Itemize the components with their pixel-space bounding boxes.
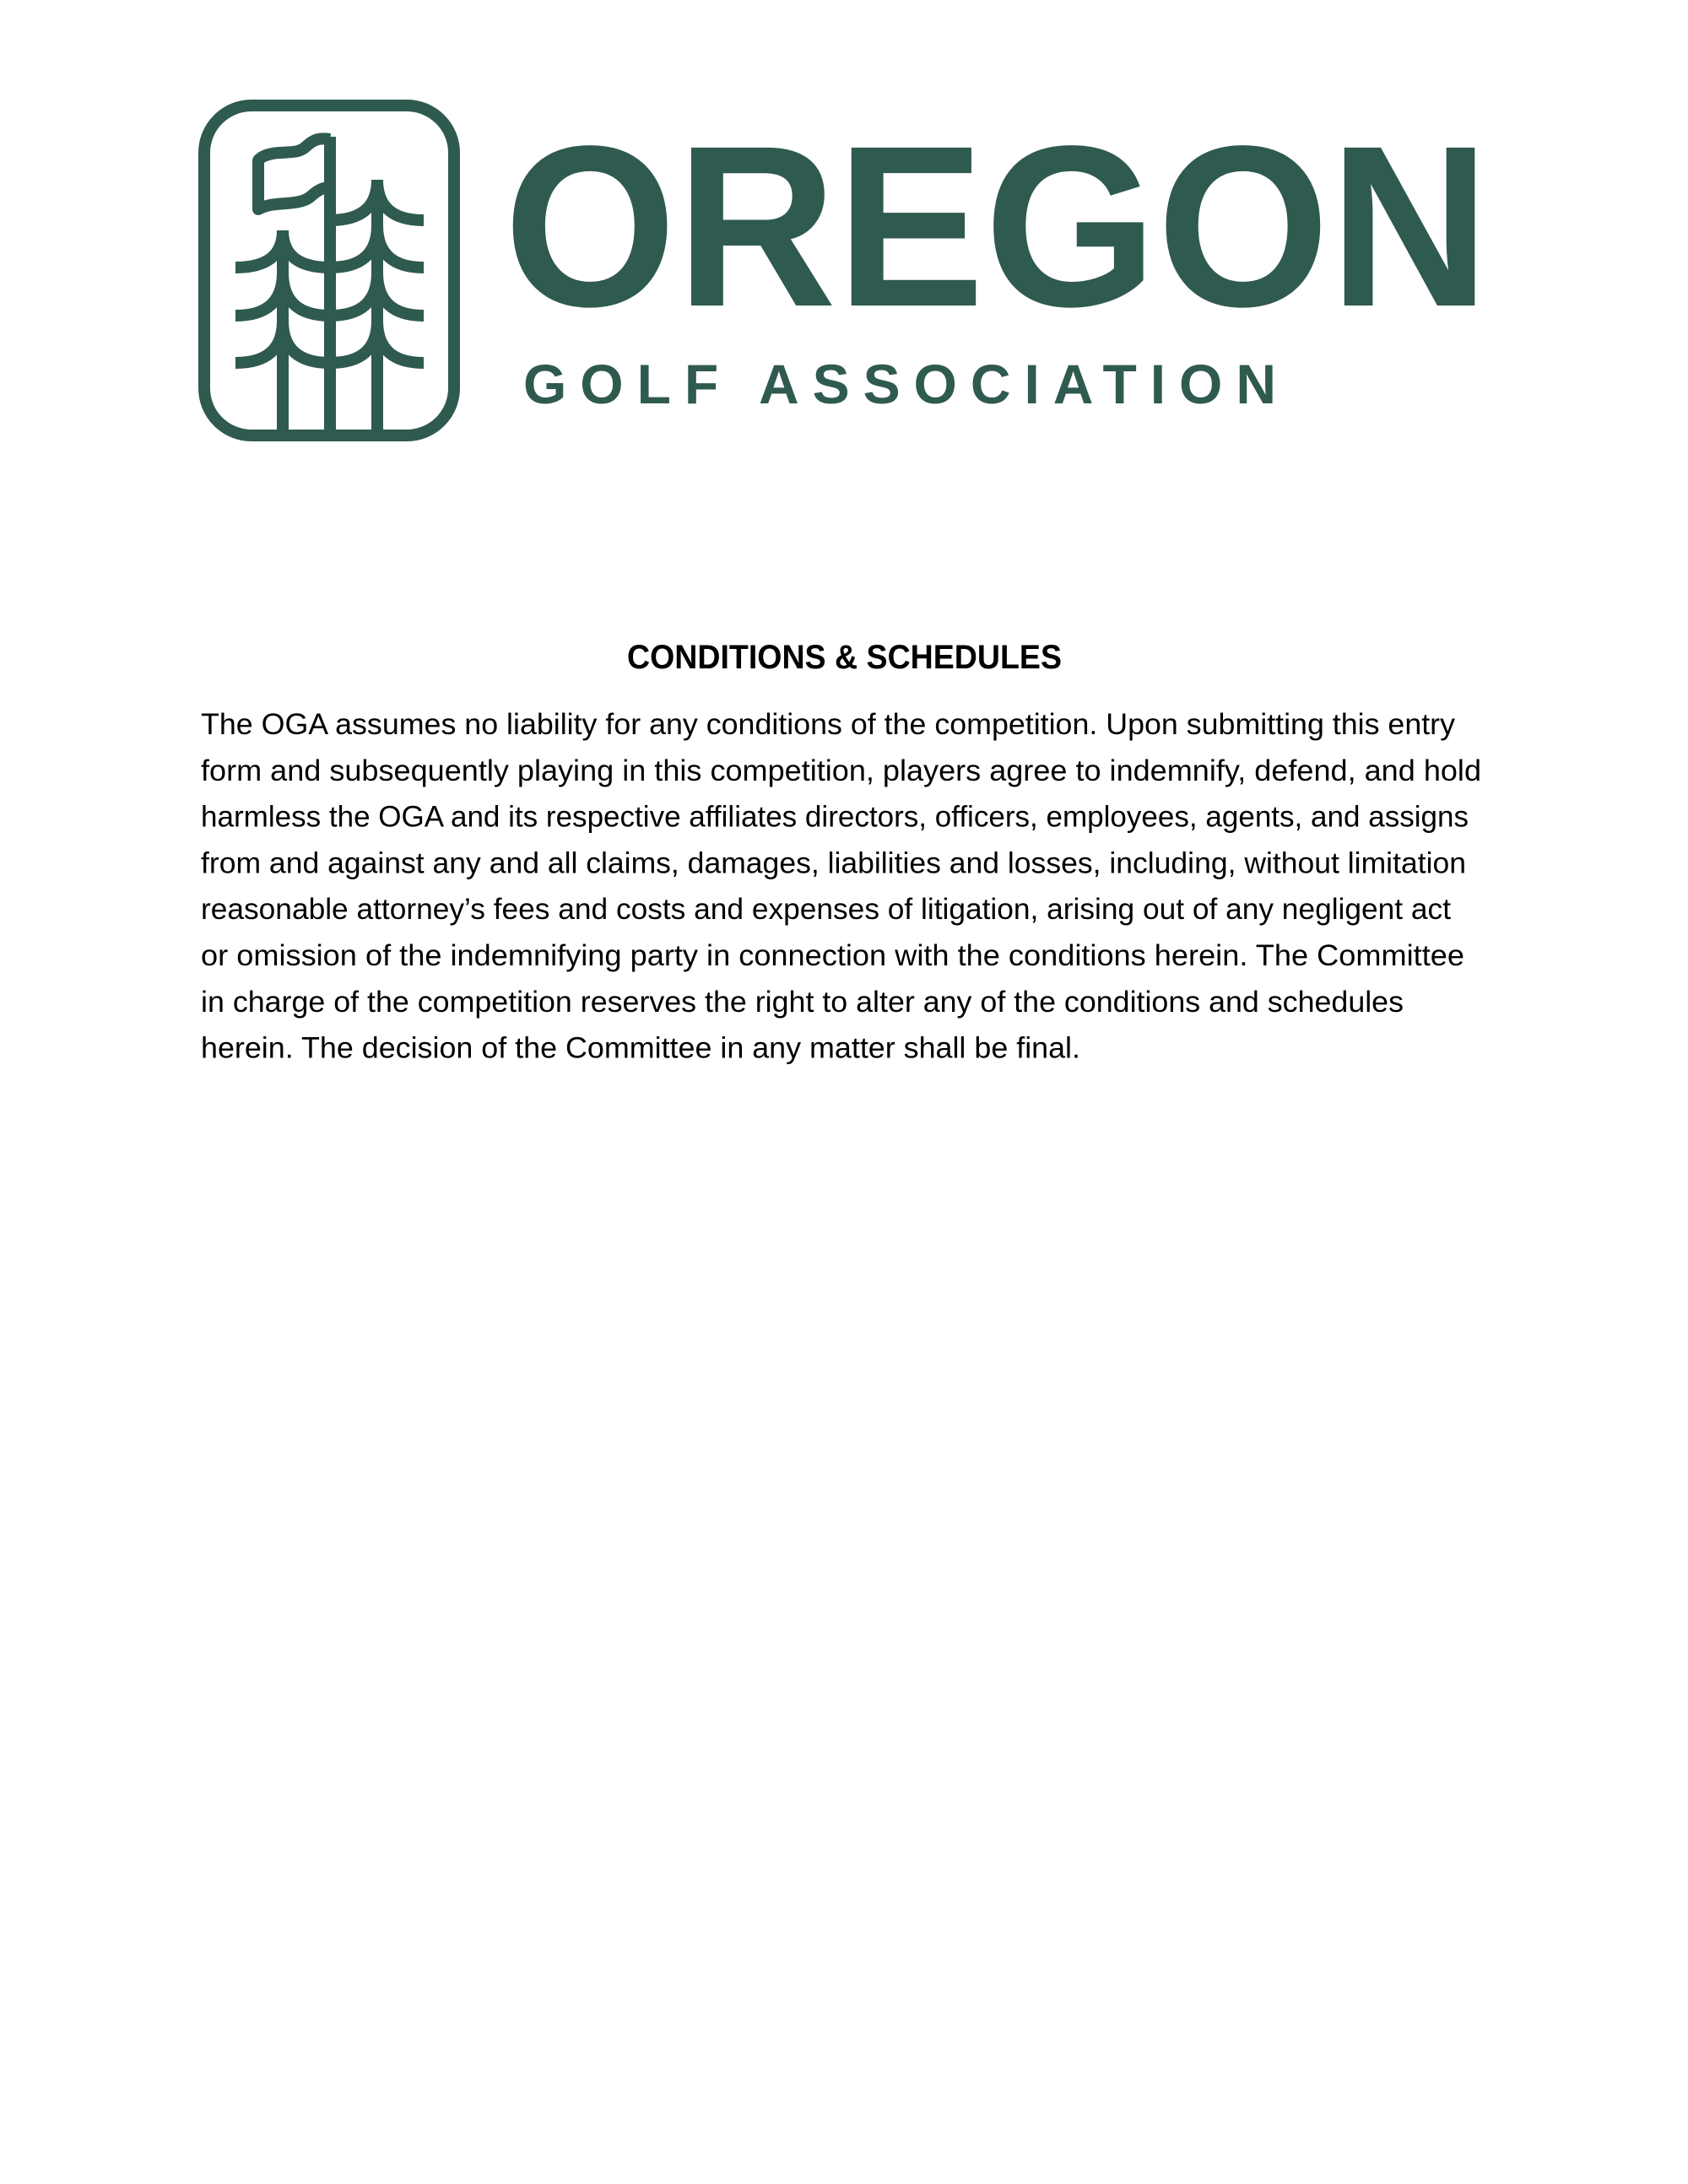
- right-tree-branch: [330, 273, 377, 316]
- wordmark-oregon: OREGON: [504, 98, 1490, 354]
- right-tree-branch: [377, 180, 424, 220]
- flag-icon: [258, 138, 330, 209]
- right-tree-branch: [377, 225, 424, 268]
- left-tree-branch: [235, 230, 283, 268]
- right-tree-branch: [330, 180, 377, 220]
- right-tree-branch: [330, 321, 377, 363]
- body-text-line: or omission of the indemnifying party in connection with the conditions herein. The Committee: [201, 939, 1464, 972]
- left-tree-branch: [283, 230, 330, 268]
- body-text-line: from and against any and all claims, damages, liabilities and losses, including, without limitation: [201, 846, 1466, 880]
- body-text-line: reasonable attorney’s fees and costs and expenses of litigation, arising out of any negligent act: [201, 893, 1452, 927]
- body-text-line: harmless the OGA and its respective affiliates directors, officers, employees, agents, and assigns: [201, 800, 1469, 834]
- right-tree-branch: [330, 225, 377, 268]
- body-text-line: herein. The decision of the Committee in any matter shall be final.: [201, 1031, 1080, 1065]
- left-tree-branch: [235, 321, 283, 363]
- body-text-line: form and subsequently playing in this competition, players agree to indemnify, defend, and hold: [201, 754, 1481, 787]
- oga-logo-badge-icon: [198, 100, 460, 441]
- left-tree-branch: [283, 321, 330, 363]
- section-title: CONDITIONS & SCHEDULES: [627, 639, 1062, 676]
- right-tree-branch: [377, 273, 424, 316]
- conditions-section: [0, 591, 1688, 1114]
- wordmark-golf-association: GOLF ASSOCIATION: [523, 353, 1276, 415]
- body-text-line: in charge of the competition reserves the right to alter any of the conditions and schedules: [201, 985, 1404, 1019]
- left-tree-branch: [283, 273, 330, 316]
- body-text-line: The OGA assumes no liability for any conditions of the competition. Upon submitting this entry: [201, 708, 1456, 741]
- left-tree-branch: [235, 273, 283, 316]
- right-tree-branch: [377, 321, 424, 363]
